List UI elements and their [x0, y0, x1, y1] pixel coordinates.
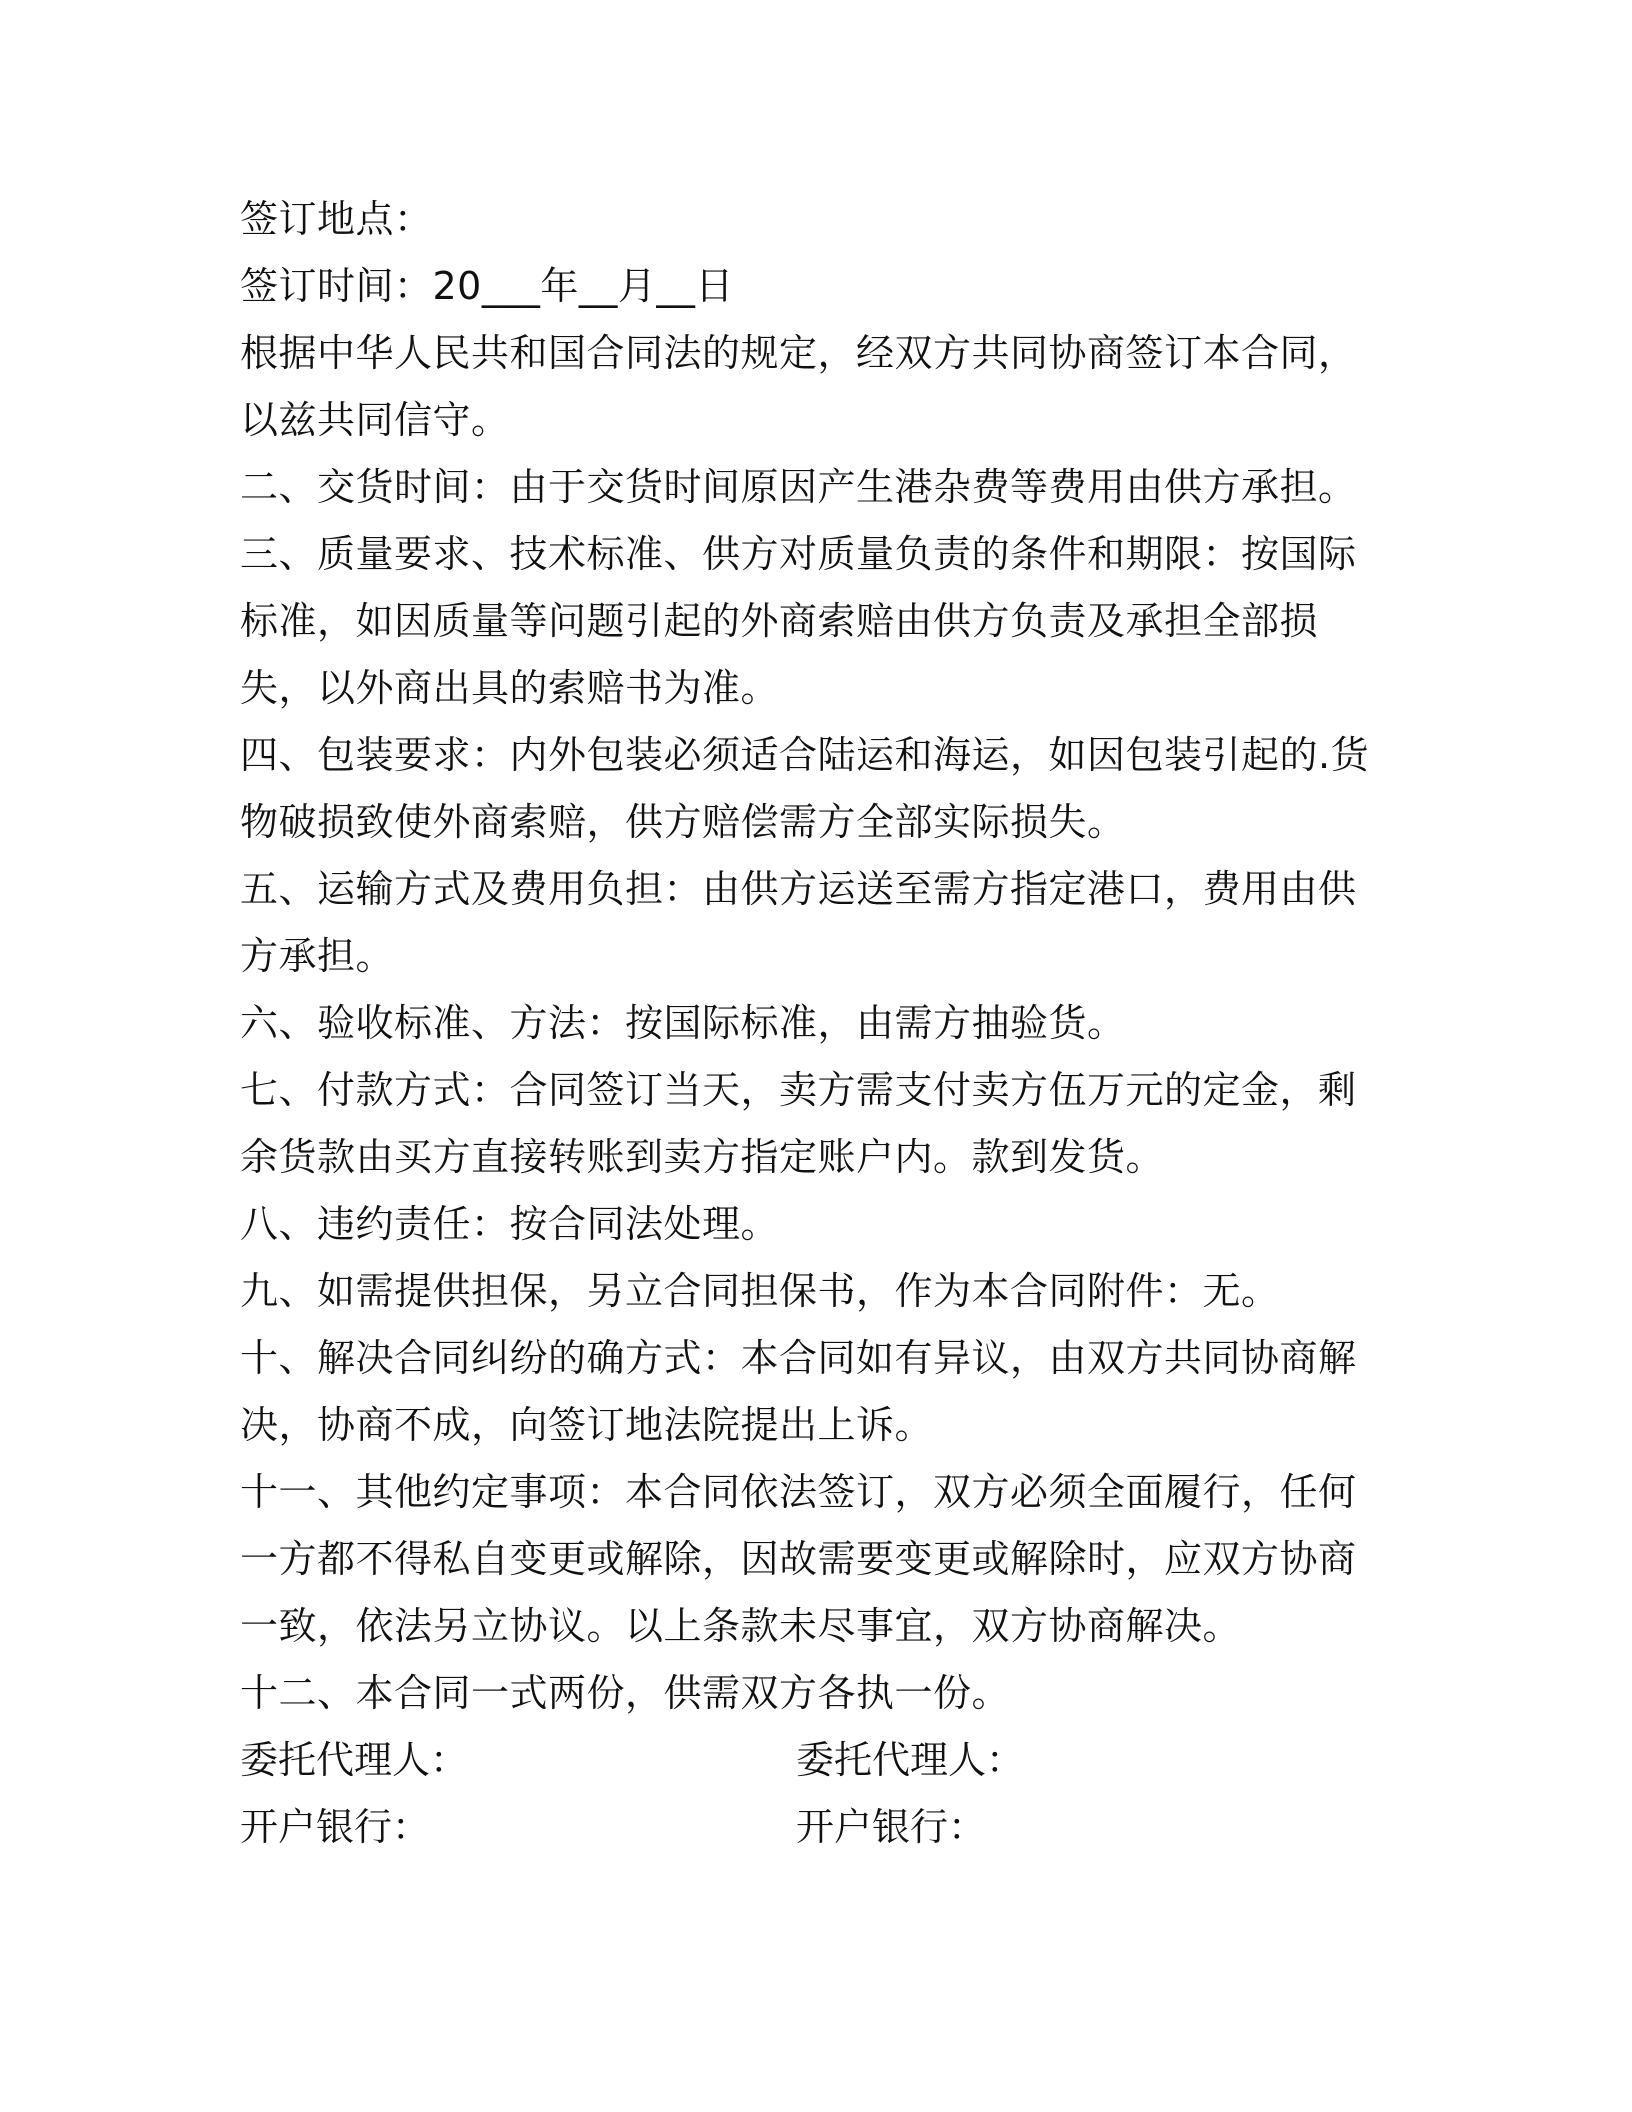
clause-5: 五、运输方式及费用负担：由供方运送至需方指定港口，费用由供方承担。 [240, 867, 1357, 978]
right-agent-label: 委托代理人： [796, 1738, 1025, 1782]
agent-row [240, 1727, 1400, 1794]
left-agent-label: 委托代理人： [240, 1738, 469, 1782]
clause-7: 七、付款方式：合同签订当天，卖方需支付卖方伍万元的定金，剩余货款由买方直接转账到卖方指定账户内。款到发货。 [240, 1068, 1357, 1179]
signing-time: 签订时间：20___年__月__日 [240, 264, 734, 308]
right-bank-label: 开户银行： [796, 1805, 987, 1849]
contract-body [240, 186, 1400, 1861]
clause-11: 十一、其他约定事项：本合同依法签订，双方必须全面履行，任何一方都不得私自变更或解除，因故需要变更或解除时，应双方协商一致，依法另立协议。以上条款未尽事宜，双方协商解决。 [240, 1470, 1357, 1648]
clause-12: 十二、本合同一式两份，供需双方各执一份。 [240, 1671, 1011, 1715]
signing-place: 签订地点： [240, 197, 433, 241]
bank-row [240, 1794, 1400, 1861]
clause-6: 六、验收标准、方法：按国际标准，由需方抽验货。 [240, 1001, 1126, 1045]
clause-4: 四、包装要求：内外包装必须适合陆运和海运，如因包装引起的.货物破损致使外商索赔，供方赔偿需方全部实际损失。 [240, 733, 1370, 844]
clause-9: 九、如需提供担保，另立合同担保书，作为本合同附件：无。 [240, 1269, 1280, 1313]
clause-8: 八、违约责任：按合同法处理。 [240, 1202, 780, 1246]
clause-2: 二、交货时间：由于交货时间原因产生港杂费等费用由供方承担。 [240, 465, 1357, 509]
left-bank-label: 开户银行： [240, 1805, 431, 1849]
clause-3: 三、质量要求、技术标准、供方对质量负责的条件和期限：按国际标准，如因质量等问题引起的外商索赔由供方负责及承担全部损失，以外商出具的索赔书为准。 [240, 532, 1357, 710]
clause-10: 十、解决合同纠纷的确方式：本合同如有异议，由双方共同协商解决，协商不成，向签订地法院提出上诉。 [240, 1336, 1357, 1447]
intro-paragraph: 根据中华人民共和国合同法的规定，经双方共同协商签订本合同，以兹共同信守。 [240, 331, 1357, 442]
